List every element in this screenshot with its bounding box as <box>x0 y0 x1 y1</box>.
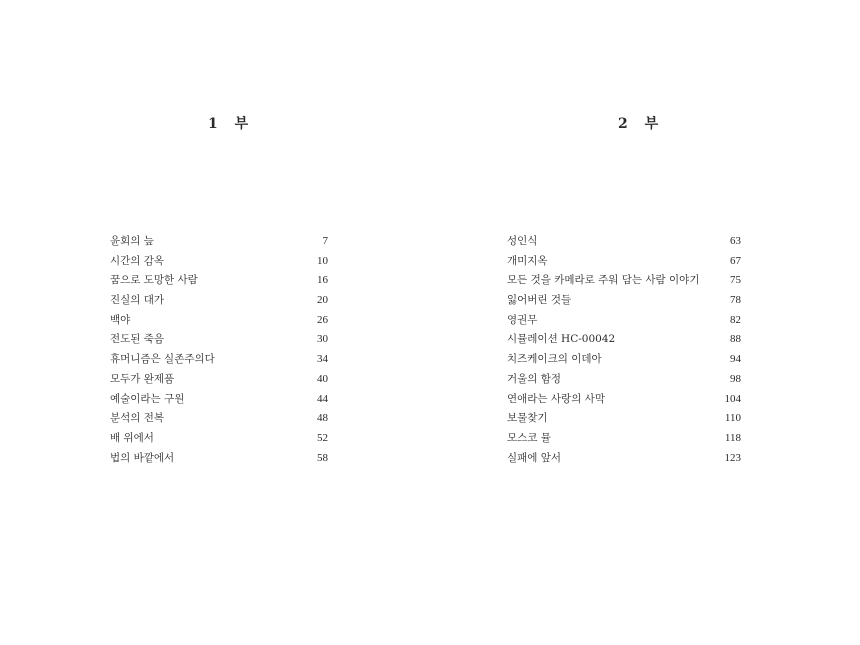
toc-entry[interactable] <box>507 232 741 252</box>
toc-entry-page: 88 <box>730 333 741 346</box>
toc-entry-page: 118 <box>724 431 741 444</box>
toc-entry[interactable] <box>110 232 328 252</box>
toc-entry[interactable] <box>110 390 328 410</box>
toc-entry-page: 16 <box>317 274 328 287</box>
toc-entry-title: 법의 바깥에서 <box>110 451 175 464</box>
toc-entry[interactable] <box>110 252 328 272</box>
toc-entry-page: 34 <box>317 353 328 366</box>
toc-entry-title: 모든 것을 카메라로 주워 담는 사람 이야기 <box>507 274 700 287</box>
toc-entry[interactable] <box>110 271 328 291</box>
toc-entry-title: 휴머니즘은 실존주의다 <box>110 353 215 366</box>
toc-entry[interactable] <box>110 291 328 311</box>
toc-entry-page: 94 <box>730 353 741 366</box>
toc-entry[interactable] <box>507 291 741 311</box>
toc-entry-page: 110 <box>724 412 741 425</box>
toc-entry[interactable] <box>110 449 328 469</box>
toc-entry-title: 윤회의 늪 <box>110 235 154 247</box>
toc-entry[interactable] <box>110 311 328 331</box>
toc-entry-page: 40 <box>317 372 328 385</box>
toc-entry-title: 치즈케이크의 이데아 <box>507 353 602 366</box>
toc-entry[interactable] <box>110 370 328 390</box>
toc-entry-title: 시뮬레이션 HC-00042 <box>507 333 616 346</box>
toc-entry-title: 거울의 함정 <box>507 372 562 385</box>
toc-entry[interactable] <box>110 429 328 449</box>
toc-entry-page: 58 <box>317 451 328 464</box>
toc-entry-page: 75 <box>730 274 741 287</box>
toc-entry-title: 시간의 감옥 <box>110 254 165 267</box>
toc-entry[interactable] <box>507 429 741 449</box>
toc-entry-title: 분석의 전복 <box>110 412 165 425</box>
toc-entry-page: 63 <box>730 235 741 247</box>
toc-entry[interactable] <box>507 409 741 429</box>
toc-entry-title: 실패에 앞서 <box>507 451 562 464</box>
toc-entry[interactable] <box>507 252 741 272</box>
toc-entry-title: 성인식 <box>507 235 538 247</box>
toc-entry-page: 104 <box>724 392 741 405</box>
toc-entry[interactable] <box>507 390 741 410</box>
part-2-toc <box>507 232 741 468</box>
toc-entry-page: 10 <box>317 254 328 267</box>
part-2-section <box>430 0 860 645</box>
toc-entry[interactable] <box>507 370 741 390</box>
toc-entry-title: 잃어버린 것들 <box>507 294 572 307</box>
part-1-title: 1 부 <box>208 116 255 132</box>
toc-entry-title: 꿈으로 도망한 사람 <box>110 274 198 287</box>
toc-entry[interactable] <box>110 350 328 370</box>
toc-entry[interactable] <box>507 449 741 469</box>
toc-entry-page: 26 <box>317 313 328 326</box>
toc-entry[interactable] <box>507 311 741 331</box>
toc-entry-page: 44 <box>317 392 328 405</box>
toc-entry-page: 20 <box>317 294 328 307</box>
toc-entry-page: 78 <box>730 294 741 307</box>
toc-entry-page: 7 <box>322 235 328 247</box>
toc-entry-title: 진실의 대가 <box>110 294 165 307</box>
toc-entry-page: 48 <box>317 412 328 425</box>
toc-entry-title: 모스코 뮬 <box>507 431 551 444</box>
part-2-title: 2 부 <box>618 116 665 132</box>
toc-entry-page: 123 <box>724 451 741 464</box>
toc-entry-title: 개미지옥 <box>507 254 548 267</box>
toc-entry-title: 보물찾기 <box>507 412 548 425</box>
toc-entry-title: 백야 <box>110 313 131 326</box>
toc-entry-title: 모두가 완제품 <box>110 372 175 385</box>
toc-entry[interactable] <box>110 330 328 350</box>
toc-entry[interactable] <box>507 330 741 350</box>
toc-entry-title: 배 위에서 <box>110 431 154 444</box>
toc-entry-page: 30 <box>317 333 328 346</box>
toc-entry-title: 영권무 <box>507 313 538 326</box>
toc-entry-page: 67 <box>730 254 741 267</box>
toc-entry[interactable] <box>507 271 741 291</box>
toc-entry-page: 82 <box>730 313 741 326</box>
toc-entry[interactable] <box>110 409 328 429</box>
toc-entry[interactable] <box>507 350 741 370</box>
toc-entry-page: 98 <box>730 372 741 385</box>
toc-entry-title: 예술이라는 구원 <box>110 392 185 405</box>
toc-entry-title: 연애라는 사랑의 사막 <box>507 392 605 405</box>
toc-entry-title: 전도된 죽음 <box>110 333 165 346</box>
toc-entry-page: 52 <box>317 431 328 444</box>
part-1-toc <box>110 232 328 468</box>
